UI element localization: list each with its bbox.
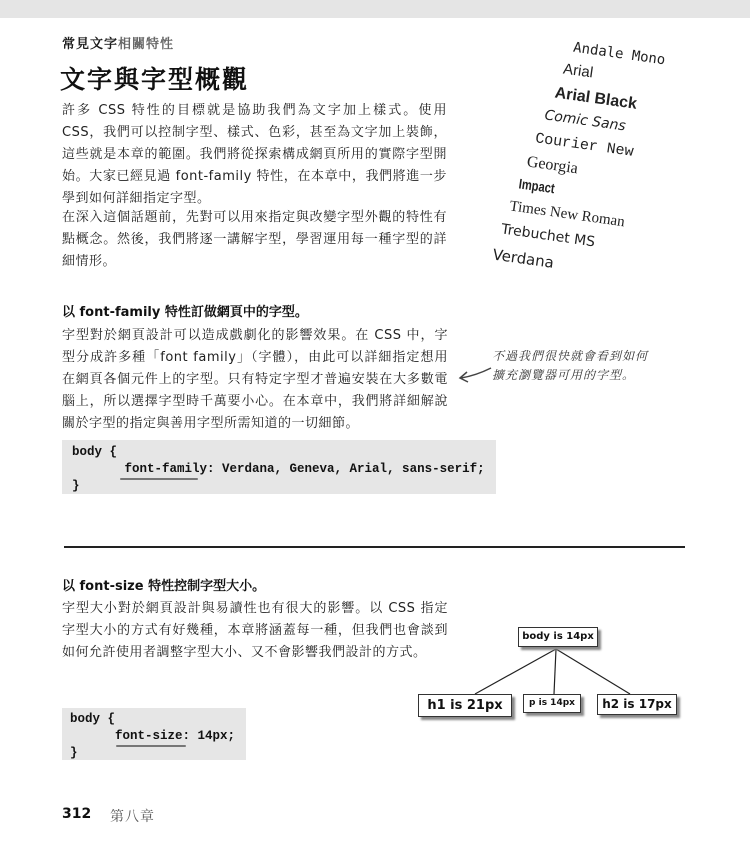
font-sample-courier-new: Courier New: [534, 130, 635, 161]
font-sample-comic-sans: Comic Sans: [543, 107, 627, 135]
font-sample-arial: Arial: [562, 60, 595, 82]
font-size-paragraph: 字型大小對於網頁設計與易讀性也有很大的影響。以 CSS 指定字型大小的方式有好幾種，本章將涵蓋每一種，但我們也會談到如何允許使用者調整字型大小、又不會影響我們設計的方式。: [62, 601, 448, 660]
diagram-node-h1: h1 is 21px: [418, 694, 512, 717]
diagram-node-h2: h2 is 17px: [597, 694, 677, 715]
font-sample-andale-mono: Andale Mono: [572, 39, 667, 69]
section-label-light: 相關特性: [118, 37, 175, 52]
font-size-code-block: [62, 708, 246, 760]
font-family-heading: 以 font-family 特性訂做網頁中的字型。: [62, 305, 308, 320]
intro-paragraph-2: 在深入這個話題前，先對可以用來指定與改變字型外觀的特性有點概念。然後，我們將逐一講解字型，學習運用每一種字型的詳細情形。: [62, 210, 447, 269]
code-line: [70, 728, 238, 745]
font-size-heading: 以 font-size 特性控制字型大小。: [62, 579, 266, 594]
diagram-root-body: body is 14px: [518, 627, 598, 647]
diagram-node-p: p is 14px: [523, 694, 581, 713]
section-label-dark: 常見文字: [62, 37, 119, 52]
code-line: body {: [72, 445, 118, 459]
code-value: 14px;: [190, 729, 236, 743]
code-line: }: [70, 746, 78, 760]
font-sample-trebuchet-ms: Trebuchet MS: [500, 221, 596, 251]
note-line-2: 擴充瀏覽器可用的字型。: [492, 368, 636, 382]
code-line: body {: [70, 712, 116, 726]
font-sample-verdana: Verdana: [491, 245, 556, 272]
font-family-paragraph: 字型對於網頁設計可以造成戲劇化的影響效果。在 CSS 中，字型分成許多種「font family」（字體），由此可以詳細指定想用在網頁各個元件上的字型。只有特定字型才普遍安裝在大多數電腦上，所以選擇字型時千萬要小心。在本章中，我們將詳細解說關於字型的指定與善用字型所需知道的一切細節。: [62, 328, 448, 431]
page-number: 312: [62, 806, 92, 822]
font-sample-arial-black: Arial Black: [553, 84, 638, 113]
code-property: font-size:: [115, 729, 191, 743]
code-line: }: [72, 479, 80, 493]
font-sample-impact: Impact: [517, 175, 556, 197]
code-property: font-family:: [124, 462, 215, 476]
page-title: 文字與字型概觀: [60, 65, 250, 94]
font-sample-georgia: Georgia: [525, 153, 579, 178]
code-value: Verdana, Geneva, Arial, sans-serif;: [214, 462, 485, 476]
note-line-1: 不過我們很快就會看到如何: [492, 349, 649, 363]
intro-paragraph-1: 許多 CSS 特性的目標就是協助我們為文字加上樣式。使用 CSS，我們可以控制字型、樣式、色彩，甚至為文字加上裝飾，這些就是本章的範圍。我們將從探索構成網頁所用的實際字型開始。大家已經見過 font-family 特性，在本章中，我們將進一步學到如何詳細指定字型。: [62, 103, 447, 206]
font-sample-times-new-roman: Times New Roman: [508, 198, 626, 231]
chapter-label: 第八章: [110, 809, 155, 825]
